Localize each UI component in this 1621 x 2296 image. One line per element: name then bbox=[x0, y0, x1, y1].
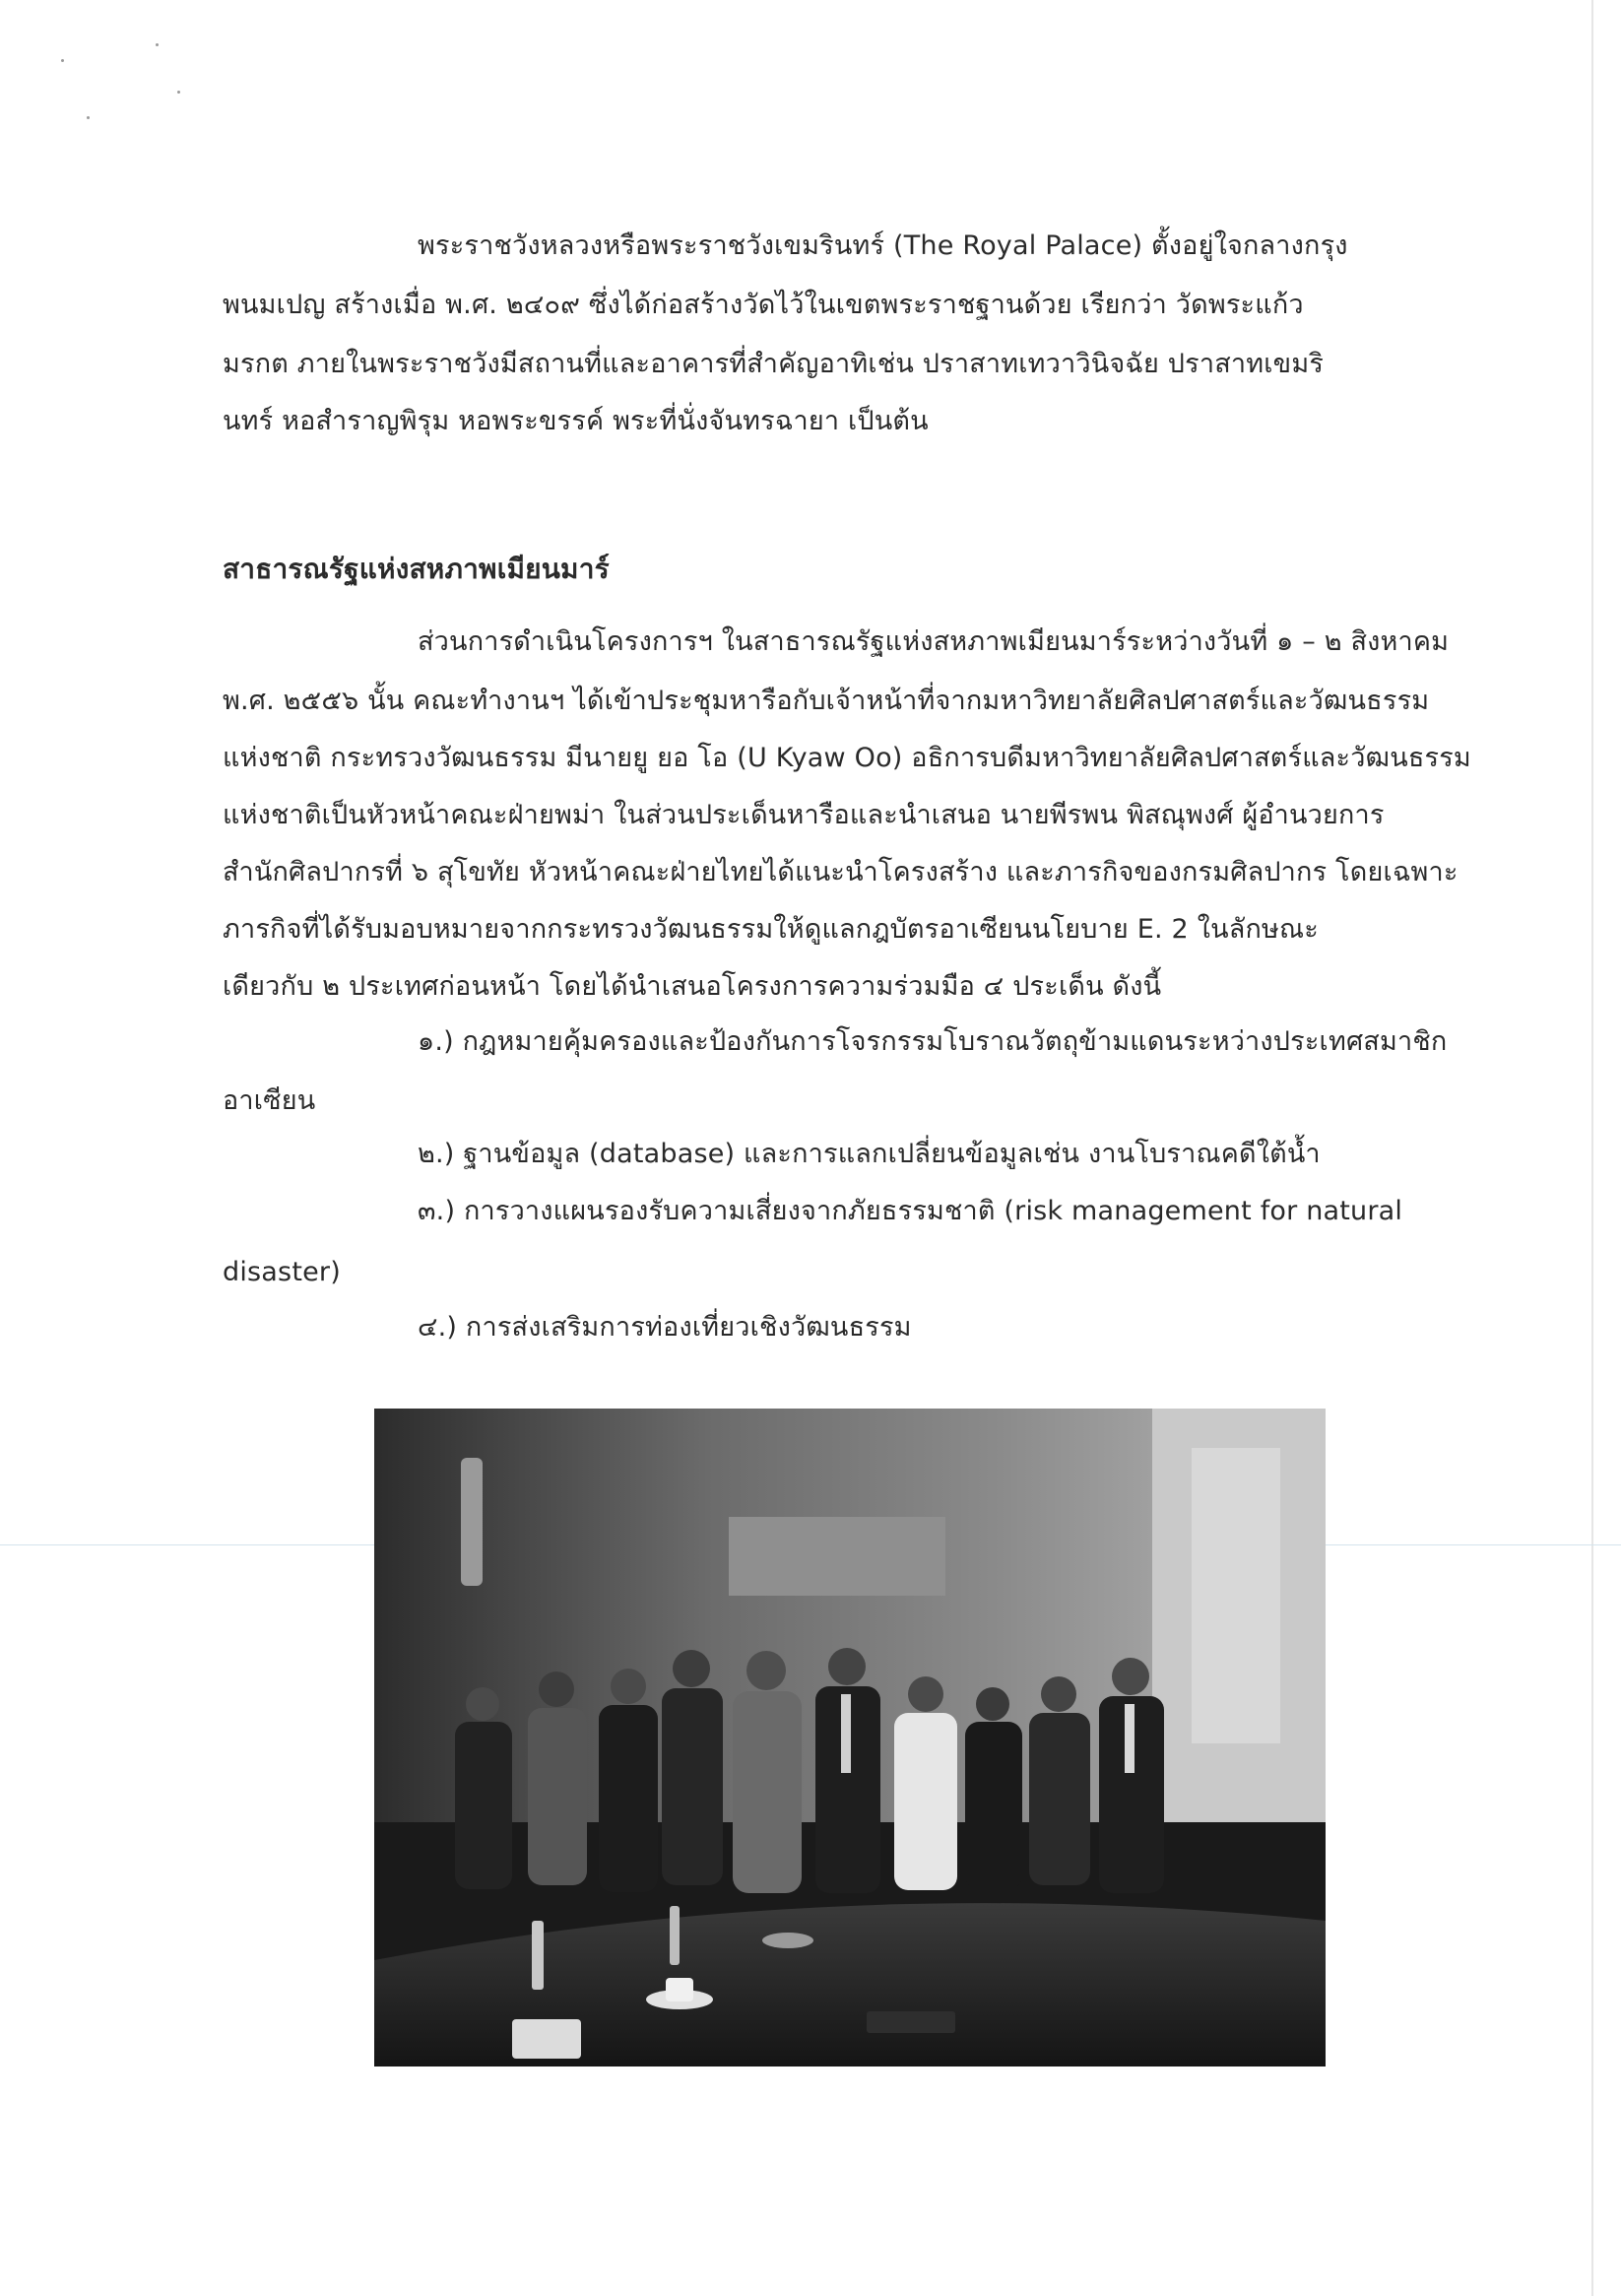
paragraph-line: แห่งชาติ กระทรวงวัฒนธรรม มีนายยู ยอ โอ (U Kyaw Oo) อธิการบดีมหาวิทยาลัยศิลปศาสตร์และวัฒนธรรม bbox=[223, 743, 1471, 773]
scan-speck bbox=[87, 116, 90, 119]
paragraph-line: ส่วนการดำเนินโครงการฯ ในสาธารณรัฐแห่งสหภาพเมียนมาร์ระหว่างวันที่ ๑ – ๒ สิงหาคม bbox=[418, 626, 1450, 657]
list-item: ๓.) การวางแผนรองรับความเสี่ยงจากภัยธรรมชาติ (risk management for natural bbox=[418, 1196, 1403, 1226]
paragraph-line: นทร์ หอสำราญพิรุม หอพระขรรค์ พระที่นั่งจันทรฉายา เป็นต้น bbox=[223, 406, 929, 436]
group-photo-image bbox=[374, 1409, 1326, 2066]
paragraph-line: ภารกิจที่ได้รับมอบหมายจากกระทรวงวัฒนธรรมให้ดูแลกฎบัตรอาเซียนนโยบาย E. 2 ในลักษณะ bbox=[223, 914, 1319, 945]
paragraph-line: มรกต ภายในพระราชวังมีสถานที่และอาคารที่สำคัญอาทิเช่น ปราสาทเทวาวินิจฉัย ปราสาทเขมริ bbox=[223, 349, 1325, 379]
paragraph-line: พระราชวังหลวงหรือพระราชวังเขมรินทร์ (The Royal Palace) ตั้งอยู่ใจกลางกรุง bbox=[418, 230, 1348, 261]
group-photo bbox=[374, 1409, 1326, 2066]
section-heading: สาธารณรัฐแห่งสหภาพเมียนมาร์ bbox=[223, 553, 610, 585]
paragraph-line: พ.ศ. ๒๕๕๖ นั้น คณะทำงานฯ ได้เข้าประชุมหารือกับเจ้าหน้าที่จากมหาวิทยาลัยศิลปศาสตร์และวัฒนธรรม bbox=[223, 686, 1430, 716]
scan-speck bbox=[156, 43, 159, 46]
list-item-continuation: disaster) bbox=[223, 1257, 341, 1287]
paragraph-line: เดียวกับ ๒ ประเทศก่อนหน้า โดยได้นำเสนอโครงการความร่วมมือ ๔ ประเด็น ดังนี้ bbox=[223, 971, 1162, 1002]
list-item-continuation: อาเซียน bbox=[223, 1085, 316, 1116]
scan-edge bbox=[1591, 0, 1593, 2296]
paragraph-line: สำนักศิลปากรที่ ๖ สุโขทัย หัวหน้าคณะฝ่ายไทยได้แนะนำโครงสร้าง และภารกิจของกรมศิลปากร โดยเฉพาะ bbox=[223, 857, 1459, 887]
scan-speck bbox=[61, 59, 64, 62]
list-item: ๔.) การส่งเสริมการท่องเที่ยวเชิงวัฒนธรรม bbox=[418, 1312, 912, 1343]
scan-speck bbox=[177, 91, 180, 94]
list-item: ๑.) กฎหมายคุ้มครองและป้องกันการโจรกรรมโบราณวัตถุข้ามแดนระหว่างประเทศสมาชิก bbox=[418, 1026, 1448, 1057]
list-item: ๒.) ฐานข้อมูล (database) และการแลกเปลี่ยนข้อมูลเช่น งานโบราณคดีใต้น้ำ bbox=[418, 1139, 1321, 1169]
paragraph-line: พนมเปญ สร้างเมื่อ พ.ศ. ๒๔๐๙ ซึ่งได้ก่อสร้างวัดไว้ในเขตพระราชฐานด้วย เรียกว่า วัดพระแก้ว bbox=[223, 290, 1304, 320]
paragraph-line: แห่งชาติเป็นหัวหน้าคณะฝ่ายพม่า ในส่วนประเด็นหารือและนำเสนอ นายพีรพน พิสณุพงศ์ ผู้อำนวยการ bbox=[223, 800, 1385, 830]
